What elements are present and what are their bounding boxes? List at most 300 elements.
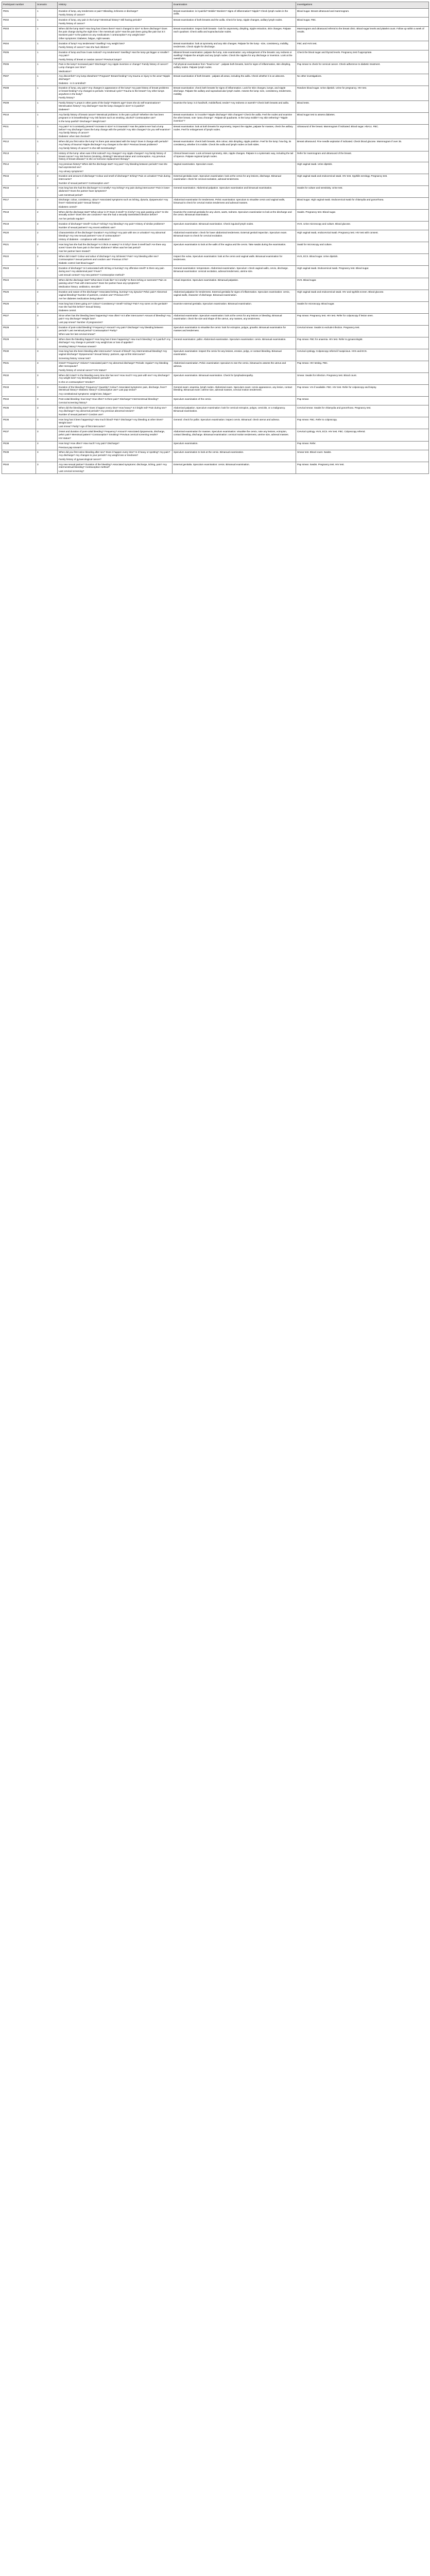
investigations-cell [296,429,429,441]
investigations-paragraph: Mammogram and ultrasound referral to the breast clinic. Blood sugar levels and platelet count. Follow up within a week of results. [297,27,424,33]
investigations-cell [296,139,429,151]
history-paragraph: Any previous history? When did the discharge start? Any pain? Any bleeding between periods? Has she had unprotected sex? [59,163,167,169]
investigations-paragraph: HVS. Urine microscopy and culture. Blood glucose. [297,222,351,225]
table-row [2,242,429,254]
examination-paragraph: General examination: temperature. Abdominal examination. Speculum: check vaginal walls, cervix, discharge. Bimanual examination: cervical excitation, adnexal tenderness, uterine size. [174,267,288,273]
examination-paragraph: Breast examination: inspect both breasts - look for asymmetry, dimpling, nipple retraction, skin changes. Palpate each quadrant. Check axilla and supraclavicular nodes. [174,27,291,33]
scenario-cell: 1 [36,50,58,62]
participant-number-cell: PE24 [2,278,36,290]
investigations-cell [296,290,429,301]
examination-cell [173,221,296,230]
table-row [2,197,429,209]
history-cell [58,41,173,50]
scenario-cell: 2 [36,254,58,266]
table-row [2,441,429,450]
history-paragraph: When was her last cervical smear? [59,333,96,336]
scenario-cell: 3 [36,325,58,337]
table-row [2,290,429,301]
history-paragraph: Previous pap smears? [59,446,82,449]
table-row [2,124,429,139]
history-paragraph: When did the discharge start? What does it look like? Is it smelly? Is there itching or soreness? Pain on passing urine? Pain with intercourse? Does her partner have any symptoms? [59,279,167,284]
examination-cell [173,384,296,396]
participant-number-cell: PE39 [2,450,36,462]
examination-paragraph: General examination: pallor. Abdominal examination. Speculum examination: cervix. Bimanual examination. [174,338,286,341]
examination-paragraph: Breast examination of both breasts - palpate all areas, including the axilla. Check whether it is an abscess. [174,75,285,78]
scenario-cell: 1 [36,86,58,100]
participant-number-cell: PE13 [2,151,36,162]
participant-number-cell: PE16 [2,185,36,197]
history-paragraph: Diabetes? [59,108,70,111]
participant-number-cell: PE40 [2,462,36,473]
investigations-paragraph: Pap smear to check for cervical cancer. Check adherence to diabetic treatment. [297,63,381,66]
history-paragraph: Any pain? Is it constantly present? Increase in size? Is it traumatic? Has the patient ever had a lump before? Any discharge? Does the lump change with the periods? Any skin changes? Do you self-examine? Any family history of cancer? [59,125,170,134]
investigations-cell [296,74,429,86]
history-paragraph: Diabetes control? [59,205,77,208]
investigations-cell [296,112,429,124]
history-paragraph: Smoking history? Previous smears? [59,345,97,348]
history-cell [58,86,173,100]
history-paragraph: How long? How often? How much? Any pain? Discharge? [59,442,119,445]
scenario-cell: 3 [36,441,58,450]
history-cell [58,139,173,151]
examination-paragraph: Abdominal examination. Pelvic examination: speculum to see the cervix, bimanual to assess the uterus and adnexa. [174,362,286,368]
examination-paragraph: Examine the lump: is it hard/soft, mobile/fixed, tender? Any redness or warmth? Check both breasts and axilla. [174,101,289,105]
history-paragraph: Family history of cancer? [59,22,85,25]
investigations-paragraph: Blood tests. [297,101,310,105]
examination-paragraph: Breast examination of both breasts and the axilla. Check for lump, nipple changes, axillary lymph nodes. [174,18,283,21]
investigations-cell [296,8,429,17]
participant-number-cell: PE32 [2,372,36,384]
examination-cell [173,417,296,429]
investigations-cell [296,50,429,62]
history-paragraph: When did the discharge start? What colour is it? Does it smell? Is it itchy? Any pain passing urine? Is she sexually active? Does she use condoms? Has she had a sexually transmitted infection before? [59,210,168,216]
history-paragraph: Last pap smear? Number of pregnancies? [59,321,103,324]
history-paragraph: Family history of cancer? Has she had children? [59,46,110,49]
history-cell [58,462,173,473]
history-paragraph: Number of sexual partners? Any recent antibiotic use? [59,226,116,229]
participant-number-cell: PE07 [2,74,36,86]
participant-number-cell: PE09 [2,100,36,112]
history-paragraph: Last sexual contact? Any new partner? Contraceptive method? [59,274,125,277]
investigations-cell [296,417,429,429]
investigations-paragraph: Swabs for microscopy. Blood sugar. [297,302,335,306]
history-paragraph: History of diabetes - compliance with medication? [59,238,111,241]
history-paragraph: Family history of gynaecological cancer? [59,457,101,461]
investigations-cell [296,100,429,112]
scenario-cell: 1 [36,41,58,50]
examination-cell [173,230,296,242]
investigations-paragraph: FBC and HVS test. [297,42,317,45]
history-paragraph: When did you first notice bleeding after sex? Does it happen every time? Is it heavy or spotting? Any pain? Any discharge? Any changes to your periods? Any weight loss or tiredness? [59,451,170,457]
examination-cell [173,162,296,174]
examination-paragraph: Speculum examination to visualise the cervix: look for ectropion, polyps, growths. Bimanual examination for masses and tenderness. [174,326,286,332]
examination-paragraph: Speculum examination. [174,442,198,445]
scenario-cell: 2 [36,185,58,197]
investigations-paragraph: No other investigations. [297,75,322,78]
table-row [2,361,429,372]
history-cell [58,112,173,124]
history-cell [58,74,173,86]
history-paragraph: How long has she had the discharge? Is it thick or watery? Is it itchy? Does it smell bad? Are there any sores? Does she have pain in the lower abdomen? When was her last period? [59,243,166,249]
history-paragraph: Family history? Lumps in other parts of the body? Patient's age? Does she do self-examinations? Menstruation history? Any discharge? Has the lump changed in size? Is it painful? [59,101,161,107]
examination-paragraph: Breast examination: is it soothe? Nipple discharge? Skin changes? Check the axilla. Feel the nodes and examine the other breast, note "peau d'orange". Palpate all quadrants. Is the lump mobile? Any skin tethering? "Nipple inversion"? [174,113,293,122]
participant-number-cell: PE22 [2,254,36,266]
history-cell [58,266,173,278]
history-paragraph: When did it start? Colour and odour of discharge? Any itchiness? Pain? Any bleeding after sex? Contraception? Sexual partners and condom use? Previous STIs? [59,255,159,261]
history-paragraph: When did it start? Is the bleeding every time she has sex? How much? Any pain with sex? Any discharge? Any weight loss? Any bleeding between periods? [59,374,170,380]
history-cell [58,372,173,384]
history-paragraph: Onset? Frequency? Volume? Associated pain? Any abnormal discharge? Periods: regular? Any bleeding after menopause? [59,362,168,368]
investigations-paragraph: High vaginal swab and endocervical swab. HIV test. Syphilis serology. Pregnancy test. [297,175,388,178]
examination-paragraph: Breast examination: check both breasts for signs of inflammation. Look for skin changes, lumps, and nipple discharge. Palpate the axillary and supraclavicular lymph nodes. Assess the lump: size, consistency, tenderness, mobility. [174,87,291,95]
table-row [2,162,429,174]
participant-number-cell: PE10 [2,112,36,124]
examination-cell [173,62,296,74]
history-paragraph: Duration of the bleeding? Frequency? Quantity? Colour? Associated symptoms: pain, discharge, fever? Menstrual history? Obstetric history? Contraceptive use? Last pap smear? [59,385,167,392]
history-paragraph: Duration and amount of discharge? Colour and smell of discharge? Itching? Pain on urination? Pain during intercourse? [59,175,170,181]
scenario-cell: 1 [36,151,58,162]
investigations-cell [296,185,429,197]
table-row [2,301,429,313]
history-cell [58,278,173,290]
examination-cell [173,278,296,290]
investigations-paragraph: High vaginal swab, endocervical swab. Pregnancy test. HIV test with consent. [297,231,379,234]
history-paragraph: Any family history of cancer? Is she still menstruating? [59,147,116,150]
participant-number-cell: PE33 [2,384,36,396]
examination-cell [173,372,296,384]
investigations-cell [296,405,429,417]
history-paragraph: Family history of cancer? [59,13,85,16]
history-paragraph: Last smear? Parity? Age of first intercourse? [59,425,106,428]
examination-paragraph: Speculum examination: inspect the cervix for any lesions, erosion, polyp, or contact bleeding. Bimanual examination. [174,350,282,356]
history-cell [58,429,173,441]
investigations-paragraph: Blood sugar. High vaginal swab. Endocervical swab for chlamydia and gonorrhoea. [297,198,384,201]
examination-cell [173,86,296,100]
examination-cell [173,8,296,17]
examination-paragraph: General examination. Abdominal palpation. Speculum examination and bimanual examination. [174,187,272,190]
investigations-cell [296,462,429,473]
investigations-paragraph: Cervical cytology. HVS, ECS. HIV test. FBC. Colposcopy referral. [297,430,366,433]
participant-number-cell: PE25 [2,290,36,301]
scenario-cell: 2 [36,242,58,254]
history-paragraph: Post-coital bleeding: how long? How often? Is there pain? Discharge? Intermenstrual bleeding? [59,397,159,400]
participant-number-cell: PE11 [2,124,36,139]
investigations-paragraph: Check the blood sugar and thyroid levels. Pregnancy test if appropriate. [297,51,372,54]
examination-paragraph: Clinical breast exam: Look at breast symmetry, skin, nipple changes. Palpate in a systematic way, including the tail of Spence. Palpate regional lymph nodes. [174,152,294,158]
examination-paragraph: Bilateral breast examination: palpate the lump, note examination: any enlargement of the breasts: any redness or swelling? Palpate the armpits and any lymph nodes. Check the nipples for any discharge or inversion. Look at the overall skin. [174,51,293,60]
examination-cell [173,325,296,337]
history-paragraph: Family history of breast or ovarian cancer? Previous lumps? [59,58,122,61]
examination-cell [173,26,296,41]
participant-number-cell: PE15 [2,174,36,185]
table-row [2,462,429,473]
participant-number-cell: PE37 [2,429,36,441]
participant-number-cell: PE19 [2,221,36,230]
history-paragraph: Medication history: antibiotics, steroids? [59,285,101,289]
history-paragraph: Pain in the lump? Increased pain? Discharge? Any nipple inversion or change? Family history of cancer? Lump changes over time? [59,63,168,69]
scenario-cell: 2 [36,278,58,290]
investigations-paragraph: Pap smear. Refer. [297,442,316,445]
examination-cell [173,242,296,254]
participant-number-cell: PE01 [2,8,36,17]
history-paragraph: Duration of lump and how it was noticed? Any tenderness? Swelling? Has the lump got bigger or smaller? Any pain? [59,51,169,57]
history-paragraph: Duration and nature of the discharge? Associated itching, burning? Any dysuria? Pelvic pain? Abnormal vaginal bleeding? Number of partners, condom use? Previous STI? [59,291,167,296]
participant-number-cell: PE05 [2,50,36,62]
history-paragraph: Duration of lump? Any tenderness? Swelling? Any weight loss? [59,42,125,45]
examination-paragraph: Speculum examination of the cervix. [174,397,212,400]
table-row [2,417,429,429]
history-cell [58,337,173,349]
history-paragraph: Onset and duration of post-coital bleeding? Frequency? Amount? Associated dyspareunia, discharge, pelvic pain? Menstrual pattern? Contraception? Smoking? Previous cervical screening results? [59,430,165,436]
investigations-paragraph: Breast ultrasound. Fine needle aspiration if indicated. Check blood glucose. Mammogram if over 35. [297,140,402,143]
participant-number-cell: PE12 [2,139,36,151]
history-cell [58,361,173,372]
scenario-cell: 3 [36,372,58,384]
history-paragraph: HIV status? [59,437,71,440]
examination-paragraph: Examine external genitalia. Speculum examination. Bimanual examination. [174,302,252,306]
scenario-cell: 3 [36,450,58,462]
scenario-cell: 3 [36,337,58,349]
participant-number-cell: PE02 [2,18,36,26]
participant-number-cell: PE34 [2,397,36,405]
examination-cell [173,124,296,139]
history-paragraph: Has her partner been treated? [59,250,91,253]
history-paragraph: Any constitutional symptoms: weight loss, fatigue? [59,392,112,395]
history-cell [58,221,173,230]
scenario-cell: 3 [36,349,58,361]
history-paragraph: Family history of cervical cancer? HIV status? [59,368,107,371]
examination-paragraph: General exam: anaemia, lymph nodes. Abdominal exam. Speculum exam: cervix appearance, any lesion, contact bleeding. Bimanual exam: uterine size, adnexal masses, cervical motion tenderness. [174,385,293,392]
history-paragraph: History of the lump: when was it first noticed? Any changes? Any nipple changes? Any family history of breast cancer? Any risk factors (smoking, drinking)? Menstrual status and contraception. Any previous history of breast disease? Is she on hormone replacement therapy? [59,152,166,161]
participant-responses-table [2,2,429,474]
history-paragraph: Diabetic control: last blood sugar? [59,262,95,265]
history-paragraph: Duration of post-coital bleeding? Frequency? Amount? Any pain? Discharge? Any bleeding between periods? Last menstrual period? Contraception? Parity? [59,326,164,332]
examination-cell [173,313,296,325]
history-cell [58,417,173,429]
participant-number-cell: PE17 [2,197,36,209]
investigations-paragraph: Cervical cytology. Colposcopy referral if suspicious. HVS and ECS. [297,350,367,353]
table-row [2,372,429,384]
examination-cell [173,151,296,162]
history-cell [58,151,173,162]
table-row [2,18,429,26]
scenario-cell: 2 [36,230,58,242]
investigations-cell [296,62,429,74]
examination-paragraph: Vulval inspection. Speculum examination. Bimanual palpation. [174,279,239,282]
investigations-paragraph: Swabs. Pregnancy test. Blood sugar. [297,210,336,213]
scenario-cell: 2 [36,162,58,174]
investigations-cell [296,372,429,384]
history-paragraph: Last menstrual period? [59,193,83,196]
history-paragraph: Any family history of breast cancer? Menstrual problems: is the pain cyclical? Whether she has been pregnant or is breastfeeding? Any risk factors such as smoking, alcohol? Contraceptive use? [59,113,164,119]
scenario-cell: 3 [36,462,58,473]
table-row [2,41,429,50]
participant-number-cell: PE20 [2,230,36,242]
examination-paragraph: Abdominal examination for masses. Speculum examination: visualise the cervix, note any lesions, ectropion, contact bleeding, discharge. Bimanual examination: cervical motion tenderness, uterine size, adnexal masses. [174,430,289,436]
investigations-cell [296,162,429,174]
table-row [2,349,429,361]
header-scenario: Scenario [36,2,58,9]
history-paragraph: Number of sexual partners? Contraception use? [59,181,109,184]
history-paragraph: Are her diabetes medications being taken? [59,297,104,300]
examination-paragraph: Examine the external genitalia for any ulcers, warts, redness. Speculum examination to look at the discharge and the cervix. Bimanual examination. [174,210,292,216]
table-row [2,266,429,278]
history-cell [58,313,173,325]
participant-number-cell: PE03 [2,26,36,41]
examination-paragraph: External genitalia exam. Speculum examination: look at the cervix for any lesions, discharge. Bimanual examination: check for cervical excitation, adnexal tenderness. [174,175,281,181]
table-row [2,62,429,74]
examination-paragraph: Breast examination: is it painful? Mobile? Borders? Signs of inflammation? Nipple? Check lymph nodes in the axilla. [174,9,288,15]
investigations-cell [296,221,429,230]
history-paragraph: Any urinary symptoms? [59,170,83,173]
scenario-cell: 2 [36,221,58,230]
investigations-paragraph: Blood sugar test to assess diabetes. [297,113,335,116]
scenario-cell: 3 [36,384,58,396]
history-cell [58,441,173,450]
investigations-cell [296,18,429,26]
investigations-cell [296,197,429,209]
history-paragraph: Last cervical screening? [59,469,84,472]
table-row [2,50,429,62]
examination-cell [173,100,296,112]
history-cell [58,230,173,242]
history-cell [58,197,173,209]
table-row [2,174,429,185]
examination-paragraph: Breast examination: look at symmetry and any skin changes. Palpate for the lump - size, consistency, mobility, tenderness. Check nipple for discharge. [174,42,289,48]
table-row [2,405,429,417]
history-cell [58,325,173,337]
history-paragraph: Duration of lump, any tenderness or pain? Bleeding, itchiness or discharge? [59,9,139,12]
history-paragraph: When did the bleeding start? Does it happen every time? How heavy? Is it bright red? Pain during sex? Any discharge? Any abnormal periods? Any previous abnormal smears? [59,406,167,412]
history-cell [58,397,173,405]
investigations-cell [296,242,429,254]
examination-paragraph: Breast examination: look at both breasts for asymmetry, inspect the nipples, palpate for masses, check the axillary nodes. Feel for enlargement of lymph nodes. [174,125,293,131]
examination-cell [173,112,296,124]
examination-cell [173,174,296,185]
examination-paragraph: Inspect the vulva. Speculum examination: look at the cervix and vaginal walls. Bimanual examination for tenderness. [174,255,283,261]
table-row [2,254,429,266]
table-row [2,397,429,405]
history-paragraph: Family history? [59,96,75,99]
header-participant-number: Participant number [2,2,36,9]
table-row [2,100,429,112]
table-row [2,74,429,86]
participant-number-cell: PE28 [2,325,36,337]
examination-cell [173,405,296,417]
investigations-cell [296,337,429,349]
investigations-paragraph: HVS. Blood sugar. [297,279,317,282]
history-paragraph: Diabetes - is it controlled? [59,81,86,84]
history-cell [58,254,173,266]
examination-cell [173,18,296,26]
investigations-paragraph: Cervical smear. Swabs to exclude infection. Pregnancy test. [297,326,360,329]
scenario-cell: 3 [36,417,58,429]
investigations-cell [296,349,429,361]
scenario-cell: 2 [36,290,58,301]
investigations-paragraph: Pap smear. FBC. Refer to colposcopy. [297,418,337,421]
table-row [2,450,429,462]
header-row [2,2,429,9]
scenario-cell: 3 [36,429,58,441]
history-paragraph: Screening history: smear test? [59,357,91,360]
investigations-paragraph: Random blood sugar. Urine dipstick. Urine for pregnancy. HIV test. [297,87,367,90]
examination-cell [173,429,296,441]
table-row [2,313,429,325]
examination-cell [173,290,296,301]
participant-number-cell: PE38 [2,441,36,450]
table-row [2,221,429,230]
participant-number-cell: PE23 [2,266,36,278]
examination-cell [173,337,296,349]
investigations-paragraph: Cervical smear. Swabs for chlamydia and gonorrhoea. Pregnancy test. [297,406,371,409]
investigations-paragraph: HVS, ECS. Blood sugar. Urine dipstick. [297,255,338,258]
history-paragraph: Is the lump painful? Discharge? Weight loss? [59,120,106,123]
history-paragraph: Duration of lump, any pain? Any changes in appearance of the lump? Any past history of breast problems or breast feeding? Any changes to periods / menstrual cycle? Trauma to the breast? Any other lumps anywhere in the body? [59,87,169,95]
history-paragraph: Are her periods regular? [59,217,84,220]
history-cell [58,174,173,185]
history-paragraph: Discharge: colour, consistency, odour? Associated symptoms such as itching, dysuria, dyspareunia? Any fever? Abdominal pain? Sexual history? [59,198,168,205]
history-paragraph: Diabetes control. [59,309,77,312]
investigations-cell [296,209,429,221]
participant-number-cell: PE36 [2,417,36,429]
investigations-cell [296,254,429,266]
table-row [2,86,429,100]
history-cell [58,26,173,41]
scenario-cell: 2 [36,301,58,313]
investigations-paragraph: Pap smear. HIV testing. FBC. [297,362,328,365]
table-row [2,209,429,221]
investigations-paragraph: High vaginal swab. Urine dipstick. [297,163,333,166]
table-row [2,8,429,17]
history-cell [58,62,173,74]
history-paragraph: Number of sexual partners? Condom use? [59,413,104,416]
investigations-cell [296,384,429,396]
history-paragraph: How long has she had the discharge? Is it smelly? Any itching? Any pain during intercourse? Pain in lower abdomen? Does the partner have symptoms? [59,187,170,193]
investigations-paragraph: Refer for mammogram and ultrasound of the breast. [297,152,352,155]
history-cell [58,18,173,26]
investigations-cell [296,278,429,290]
table-row [2,151,429,162]
examination-cell [173,441,296,450]
history-paragraph: Characteristics of the discharge? Duration? Any itching? Any pain with sex or urination? Any abnormal bleeding? Any new sexual partners? Use of contraception? [59,231,166,237]
examination-cell [173,361,296,372]
history-paragraph: Cervical screening history? [59,401,88,404]
participant-number-cell: PE26 [2,301,36,313]
scenario-cell: 3 [36,313,58,325]
investigations-paragraph: Pap smear. VIA if available. FBC. HIV test. Refer for colposcopy and biopsy. [297,385,377,388]
investigations-paragraph: Pap smear. Swabs. Pregnancy test. HIV test. [297,463,345,466]
history-cell [58,100,173,112]
investigations-cell [296,26,429,41]
history-cell [58,384,173,396]
investigations-cell [296,441,429,450]
examination-paragraph: Vaginal examination. Speculum exam. [174,163,214,166]
history-paragraph: When does the bleeding happen? How long has it been happening? How much bleeding? Is it painful? Any discharge? Any change in periods? Any weight loss or loss of appetite? [59,338,171,344]
table-row [2,139,429,151]
investigations-cell [296,86,429,100]
table-row [2,26,429,41]
table-row [2,185,429,197]
scenario-cell: 1 [36,62,58,74]
table-row [2,278,429,290]
history-cell [58,242,173,254]
investigations-cell [296,313,429,325]
examination-cell [173,397,296,405]
history-paragraph: How long has it been happening? How much blood? Pain? Discharge? Any bleeding at other times? Weight loss? [59,418,164,424]
examination-cell [173,462,296,473]
history-cell [58,290,173,301]
examination-paragraph: Abdominal palpation for tenderness. External genitalia for signs of inflammation. Speculum examination: cervix, vaginal walls, character of discharge. Bimanual examination. [174,291,290,296]
